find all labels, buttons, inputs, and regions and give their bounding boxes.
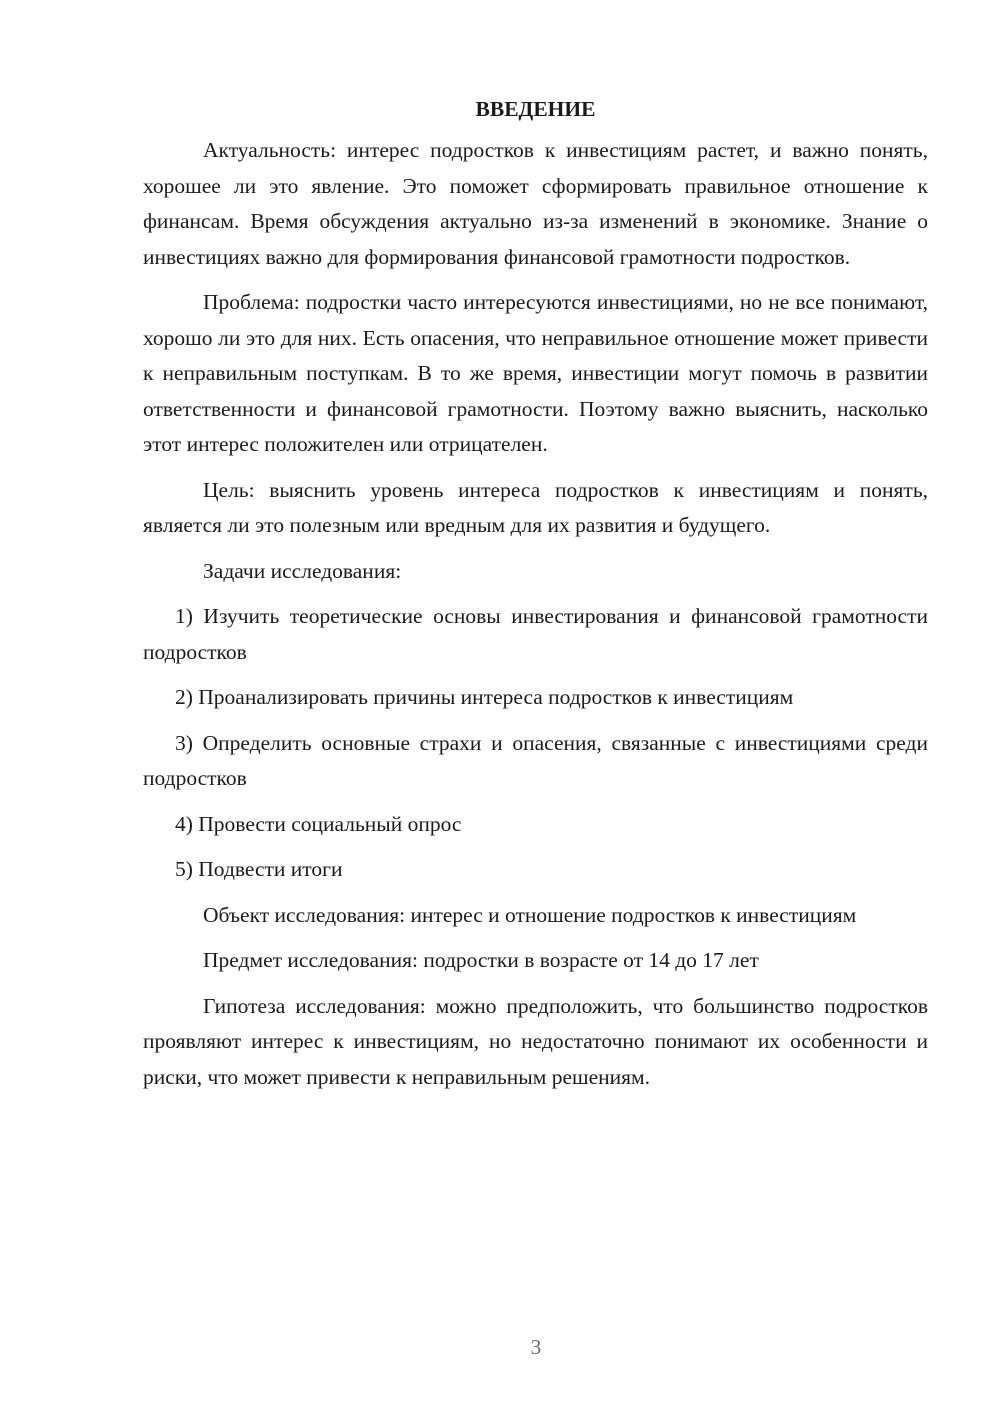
tasks-intro: Задачи исследования: xyxy=(203,558,402,583)
section-heading: ВВЕДЕНИЕ xyxy=(475,97,596,121)
subject-paragraph: Предмет исследования: подростки в возрасте от 14 до 17 лет xyxy=(203,948,759,972)
task-item-3: 3) Определить основные страхи и опасения, связанные с инвестициями среди подростков xyxy=(143,730,928,790)
relevance-paragraph: Актуальность: интерес подростков к инвестициям растет, и важно понять, хорошее ли это явление. Это поможет сформировать правильное отношение к финансам. Время обсуждения актуально из-за изменений в экономике. Знание о инвестициях важно для формирования финансовой грамотности подростков. xyxy=(143,138,928,269)
problem-paragraph: Проблема: подростки часто интересуются инвестициями, но не все понимают, хорошо ли это для них. Есть опасения, что неправильное отношение может привести к неправильным поступкам. В то же время, инвестиции могут помочь в развитии ответственности и финансовой грамотности. Поэтому важно выяснить, насколько этот интерес положителен или отрицателен. xyxy=(143,290,928,456)
goal-paragraph: Цель: выяснить уровень интереса подростков к инвестициям и понять, является ли это полезным или вредным для их развития и будущего. xyxy=(143,477,928,537)
hypothesis-paragraph: Гипотеза исследования: можно предположить, что большинство подростков проявляют интерес к инвестициям, но недостаточно понимают их особенности и риски, что может привести к неправильным решениям. xyxy=(143,993,928,1089)
task-item-2: 2) Проанализировать причины интереса подростков к инвестициям xyxy=(175,685,794,709)
object-paragraph: Объект исследования: интерес и отношение подростков к инвестициям xyxy=(203,902,857,927)
page-number: 3 xyxy=(530,1335,542,1359)
task-item-5: 5) Подвести итоги xyxy=(175,857,343,881)
task-item-4: 4) Провести социальный опрос xyxy=(175,811,462,836)
page-content xyxy=(143,92,928,1095)
task-item-1: 1) Изучить теоретические основы инвестирования и финансовой грамотности подростков xyxy=(143,604,928,664)
